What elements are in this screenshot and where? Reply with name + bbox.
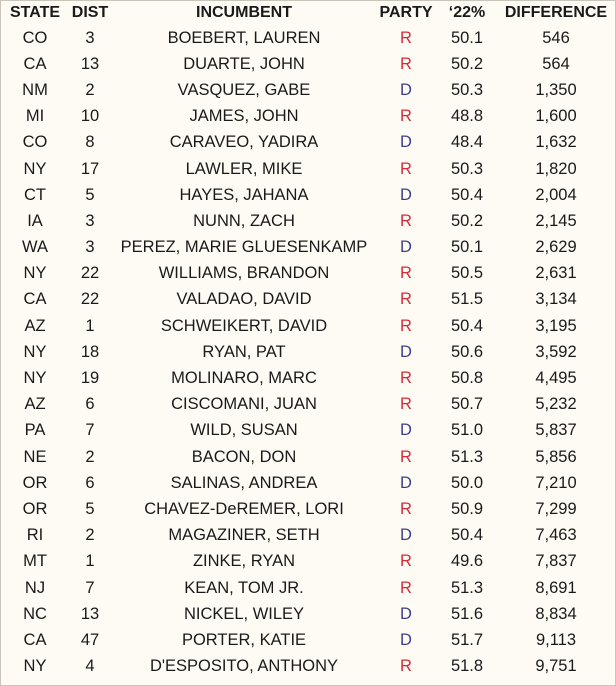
cell-state: IA <box>27 211 43 230</box>
table-row[interactable] <box>2 261 614 287</box>
cell-pct22: 50.3 <box>450 80 484 99</box>
cell-pct22: 50.8 <box>450 369 484 388</box>
cell-difference: 2,145 <box>535 211 577 230</box>
cell-pct22: 48.8 <box>450 107 484 126</box>
cell-state: OR <box>22 499 48 518</box>
cell-party: R <box>400 369 412 388</box>
cell-dist: 1 <box>85 552 95 571</box>
cell-party: R <box>400 159 412 178</box>
cell-incumbent: JAMES, JOHN <box>189 107 299 126</box>
cell-dist: 6 <box>85 395 95 414</box>
cell-incumbent: PEREZ, MARIE GLUESENKAMP <box>120 238 368 257</box>
cell-dist: 13 <box>80 604 100 623</box>
cell-incumbent: DUARTE, JOHN <box>183 54 305 73</box>
cell-difference: 5,232 <box>535 395 577 414</box>
cell-pct22: 50.5 <box>450 264 484 283</box>
cell-incumbent: HAYES, JAHANA <box>179 185 309 204</box>
cell-pct22: 50.4 <box>450 185 484 204</box>
cell-state: WA <box>22 238 48 257</box>
cell-incumbent: SCHWEIKERT, DAVID <box>160 316 328 335</box>
cell-dist: 3 <box>85 211 95 230</box>
table-row[interactable] <box>2 654 614 680</box>
table-row[interactable] <box>2 51 614 77</box>
cell-difference: 8,691 <box>535 578 577 597</box>
table-row[interactable] <box>2 601 614 627</box>
table-row[interactable] <box>2 549 614 575</box>
cell-state: CO <box>22 133 48 152</box>
cell-party: D <box>400 526 412 545</box>
cell-dist: 3 <box>85 238 95 257</box>
cell-state: CT <box>24 185 46 204</box>
cell-dist: 5 <box>85 499 95 518</box>
cell-party: D <box>400 342 412 361</box>
cell-incumbent: WILD, SUSAN <box>190 421 298 440</box>
cell-party: R <box>400 657 412 676</box>
cell-dist: 6 <box>85 473 95 492</box>
cell-difference: 546 <box>542 28 570 47</box>
cell-incumbent: MOLINARO, MARC <box>171 369 317 388</box>
cell-state: AZ <box>24 316 46 335</box>
table-body <box>2 25 614 680</box>
cell-state: MT <box>23 552 47 571</box>
table-row[interactable] <box>2 575 614 601</box>
cell-incumbent: LAWLER, MIKE <box>185 159 303 178</box>
header-state[interactable]: STATE <box>9 4 61 21</box>
cell-difference: 7,463 <box>535 526 577 545</box>
cell-dist: 47 <box>80 630 100 649</box>
cell-party: R <box>400 499 412 518</box>
table-row[interactable] <box>2 418 614 444</box>
cell-difference: 2,629 <box>535 238 577 257</box>
table-row[interactable] <box>2 235 614 261</box>
cell-difference: 3,592 <box>535 342 577 361</box>
table-row[interactable] <box>2 182 614 208</box>
cell-pct22: 51.3 <box>450 578 484 597</box>
header-incumbent[interactable]: INCUMBENT <box>196 4 292 21</box>
cell-dist: 7 <box>85 578 95 597</box>
cell-state: NC <box>23 604 47 623</box>
cell-party: R <box>400 28 412 47</box>
cell-incumbent: NUNN, ZACH <box>193 211 295 230</box>
cell-dist: 22 <box>80 264 100 283</box>
table-row[interactable] <box>2 208 614 234</box>
table-row[interactable] <box>2 313 614 339</box>
cell-pct22: 51.3 <box>450 447 484 466</box>
cell-state: NM <box>22 80 48 99</box>
cell-pct22: 50.6 <box>450 342 484 361</box>
cell-incumbent: RYAN, PAT <box>202 342 286 361</box>
header-pct22[interactable]: ‘22% <box>448 4 486 21</box>
cell-difference: 2,004 <box>535 185 577 204</box>
cell-party: R <box>400 447 412 466</box>
cell-pct22: 50.2 <box>450 54 484 73</box>
cell-state: NJ <box>24 578 46 597</box>
incumbent-table <box>2 1 614 680</box>
cell-state: NY <box>23 657 47 676</box>
cell-party: R <box>400 578 412 597</box>
cell-pct22: 50.4 <box>450 316 484 335</box>
cell-pct22: 49.6 <box>450 552 484 571</box>
cell-incumbent: ZINKE, RYAN <box>192 552 296 571</box>
cell-pct22: 50.9 <box>450 499 484 518</box>
cell-dist: 18 <box>80 342 100 361</box>
table-row[interactable] <box>2 77 614 103</box>
cell-dist: 5 <box>85 185 95 204</box>
cell-pct22: 48.4 <box>450 133 484 152</box>
table-row[interactable] <box>2 444 614 470</box>
cell-difference: 1,600 <box>535 107 577 126</box>
cell-dist: 3 <box>85 28 95 47</box>
table-row[interactable] <box>2 156 614 182</box>
table-row[interactable] <box>2 287 614 313</box>
cell-pct22: 50.1 <box>450 28 484 47</box>
cell-incumbent: MAGAZINER, SETH <box>168 526 320 545</box>
cell-party: D <box>400 238 412 257</box>
cell-difference: 2,631 <box>535 264 577 283</box>
cell-state: NY <box>23 342 47 361</box>
cell-party: D <box>400 133 412 152</box>
cell-difference: 1,820 <box>535 159 577 178</box>
cell-dist: 22 <box>80 290 100 309</box>
table-header <box>2 1 614 25</box>
cell-dist: 4 <box>85 657 95 676</box>
cell-pct22: 51.0 <box>450 421 484 440</box>
header-difference[interactable]: DIFFERENCE <box>504 4 608 21</box>
cell-party: D <box>400 185 412 204</box>
cell-pct22: 50.1 <box>450 238 484 257</box>
cell-difference: 9,113 <box>535 630 577 649</box>
cell-difference: 3,134 <box>535 290 577 309</box>
table-row[interactable] <box>2 339 614 365</box>
cell-party: D <box>400 80 412 99</box>
cell-state: NY <box>23 369 47 388</box>
cell-party: R <box>400 552 412 571</box>
cell-incumbent: BACON, DON <box>191 447 297 466</box>
cell-state: MI <box>25 107 45 126</box>
cell-incumbent: KEAN, TOM JR. <box>184 578 304 597</box>
cell-pct22: 50.7 <box>450 395 484 414</box>
cell-incumbent: CHAVEZ-DeREMER, LORI <box>144 499 344 518</box>
cell-party: D <box>400 473 412 492</box>
cell-state: CA <box>23 54 47 73</box>
table-row[interactable] <box>2 523 614 549</box>
cell-dist: 8 <box>85 133 95 152</box>
cell-pct22: 51.7 <box>450 630 484 649</box>
table-row[interactable] <box>2 104 614 130</box>
header-party[interactable]: PARTY <box>379 4 433 21</box>
cell-difference: 7,837 <box>535 552 577 571</box>
cell-pct22: 50.0 <box>450 473 484 492</box>
cell-incumbent: D'ESPOSITO, ANTHONY <box>149 657 339 676</box>
cell-dist: 13 <box>80 54 100 73</box>
cell-party: R <box>400 290 412 309</box>
cell-party: D <box>400 604 412 623</box>
cell-state: NY <box>23 264 47 283</box>
cell-party: R <box>400 316 412 335</box>
cell-party: D <box>400 630 412 649</box>
cell-difference: 8,834 <box>535 604 577 623</box>
table-row[interactable] <box>2 392 614 418</box>
cell-incumbent: VALADAO, DAVID <box>176 290 312 309</box>
cell-state: AZ <box>24 395 46 414</box>
header-dist[interactable]: DIST <box>71 4 109 21</box>
cell-dist: 10 <box>80 107 100 126</box>
cell-pct22: 50.2 <box>450 211 484 230</box>
cell-state: NY <box>23 159 47 178</box>
cell-dist: 1 <box>85 316 95 335</box>
cell-party: R <box>400 107 412 126</box>
cell-dist: 2 <box>85 526 95 545</box>
cell-difference: 1,632 <box>535 133 577 152</box>
table-row[interactable] <box>2 627 614 653</box>
cell-pct22: 50.3 <box>450 159 484 178</box>
cell-dist: 19 <box>80 369 100 388</box>
cell-incumbent: WILLIAMS, BRANDON <box>158 264 330 283</box>
cell-pct22: 51.6 <box>450 604 484 623</box>
cell-incumbent: VASQUEZ, GABE <box>177 80 311 99</box>
cell-incumbent: NICKEL, WILEY <box>183 604 305 623</box>
cell-difference: 3,195 <box>535 316 577 335</box>
cell-incumbent: CARAVEO, YADIRA <box>169 133 319 152</box>
cell-dist: 2 <box>85 80 95 99</box>
cell-pct22: 50.4 <box>450 526 484 545</box>
table-row[interactable] <box>2 365 614 391</box>
cell-party: R <box>400 264 412 283</box>
cell-state: CA <box>23 630 47 649</box>
cell-state: NE <box>23 447 47 466</box>
table-row[interactable] <box>2 470 614 496</box>
table-row[interactable] <box>2 130 614 156</box>
cell-state: CA <box>23 290 47 309</box>
cell-incumbent: SALINAS, ANDREA <box>170 473 318 492</box>
cell-party: R <box>400 54 412 73</box>
cell-state: CO <box>22 28 48 47</box>
cell-difference: 7,299 <box>535 499 577 518</box>
cell-party: R <box>400 211 412 230</box>
cell-party: R <box>400 395 412 414</box>
cell-dist: 7 <box>85 421 95 440</box>
cell-pct22: 51.5 <box>450 290 484 309</box>
cell-dist: 17 <box>80 159 100 178</box>
cell-state: PA <box>24 421 46 440</box>
cell-difference: 1,350 <box>535 80 577 99</box>
cell-difference: 5,837 <box>535 421 577 440</box>
cell-state: RI <box>26 526 44 545</box>
cell-party: D <box>400 421 412 440</box>
header-row <box>2 1 614 25</box>
cell-incumbent: CISCOMANI, JUAN <box>171 395 317 414</box>
cell-difference: 564 <box>542 54 570 73</box>
cell-dist: 2 <box>85 447 95 466</box>
cell-incumbent: BOEBERT, LAUREN <box>167 28 321 47</box>
cell-difference: 5,856 <box>535 447 577 466</box>
cell-difference: 9,751 <box>535 657 577 676</box>
table-row[interactable] <box>2 25 614 51</box>
cell-incumbent: PORTER, KATIE <box>181 630 307 649</box>
cell-state: OR <box>22 473 48 492</box>
cell-difference: 4,495 <box>535 369 577 388</box>
table-row[interactable] <box>2 496 614 522</box>
cell-pct22: 51.8 <box>450 657 484 676</box>
cell-difference: 7,210 <box>535 473 577 492</box>
